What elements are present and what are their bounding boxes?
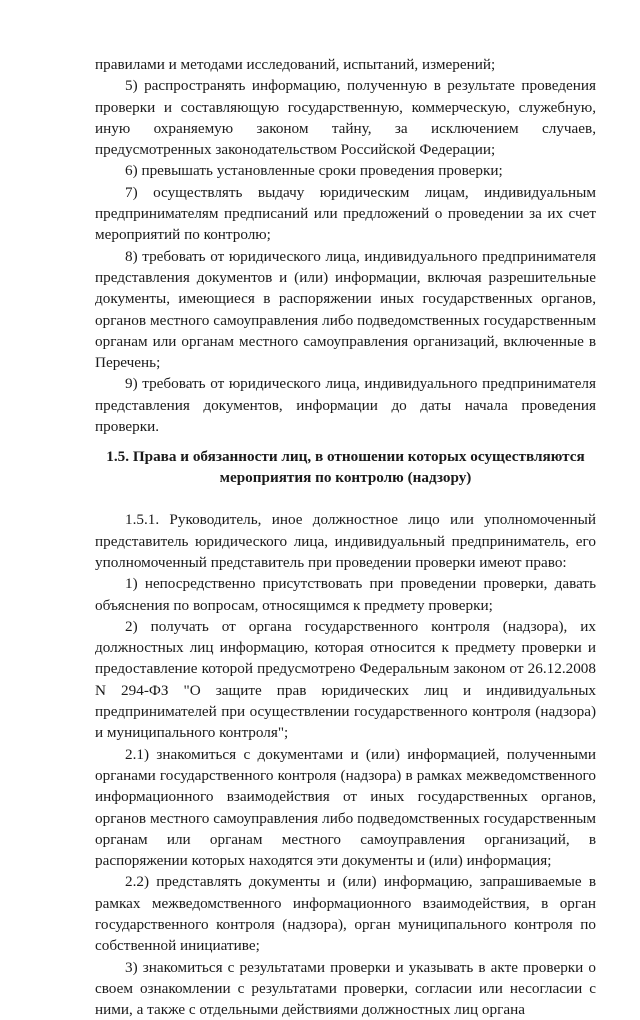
paragraph-1-5-1: 1.5.1. Руководитель, иное должностное лицо или уполномоченный представитель юридического лица, индивидуальный предприниматель, его уполномоченный представитель при проведении проверки имеют право: — [95, 511, 596, 571]
section-heading-line-1: 1.5. Права и обязанности лиц, в отношении которых осуществляются — [106, 448, 585, 466]
paragraph-item-9: 9) требовать от юридического лица, индивидуального предпринимателя представления документов, информации до даты начала проведения проверки. — [95, 375, 596, 436]
paragraph-right-2-2: 2.2) представлять документы и (или) информацию, запрашиваемые в рамках межведомственного информационного взаимодействия, в орган государственного контроля (надзора), орган муниципального контроля по собственной инициативе; — [95, 873, 596, 955]
paragraph-right-2: 2) получать от органа государственного контроля (надзора), их должностных лиц информацию, которая относится к предмету проверки и предоставление которой предусмотрено Федеральным законом от 26.12.2008 N 294-ФЗ "О защите прав юридических лиц и индивидуальных предпринимателей при осуществлении государственного контроля (надзора) и муниципального контроля"; — [95, 617, 596, 742]
paragraph-item-5: 5) распространять информацию, полученную в результате проведения проверки и составляющую государственную, коммерческую, служебную, иную охраняемую законом тайну, за исключением случаев, предусмотренных законодательством Российской Федерации; — [95, 77, 596, 159]
paragraph-item-6: 6) превышать установленные сроки проведения проверки; — [125, 162, 503, 180]
paragraph-continuation: правилами и методами исследований, испытаний, измерений; — [95, 56, 496, 73]
paragraph-item-8: 8) требовать от юридического лица, индивидуального предпринимателя представления документов и (или) информации, включая разрешительные документы, имеющиеся в распоряжении иных государственных органов, органов местного самоуправления либо подведомственных государственным органам или органам местного самоуправления организаций, включенные в Перечень; — [95, 247, 596, 372]
paragraph-right-3: 3) знакомиться с результатами проверки и указывать в акте проверки о своем ознакомлении с результатами проверки, согласии или несогласии с ними, а также с отдельными действиями должностных лиц органа — [95, 958, 596, 1019]
section-heading — [95, 447, 596, 488]
paragraph-right-1: 1) непосредственно присутствовать при проведении проверки, давать объяснения по вопросам, относящимся к предмету проверки; — [95, 575, 596, 614]
spacer — [95, 498, 596, 509]
paragraph-item-7: 7) осуществлять выдачу юридическим лицам, индивидуальным предпринимателям предписаний или предложений о проведении за их счет мероприятий по контролю; — [95, 183, 596, 244]
section-heading-line-2: мероприятия по контролю (надзору) — [219, 468, 472, 486]
paragraph-right-2-1: 2.1) знакомиться с документами и (или) информацией, полученными органами государственного контроля (надзора) в рамках межведомственного информационного взаимодействия от иных государственных органов, органов местного самоуправления либо подведомственных государственным органам или органам местного самоуправления организаций, в распоряжении которых находятся эти документы и (или) информация; — [95, 745, 596, 870]
